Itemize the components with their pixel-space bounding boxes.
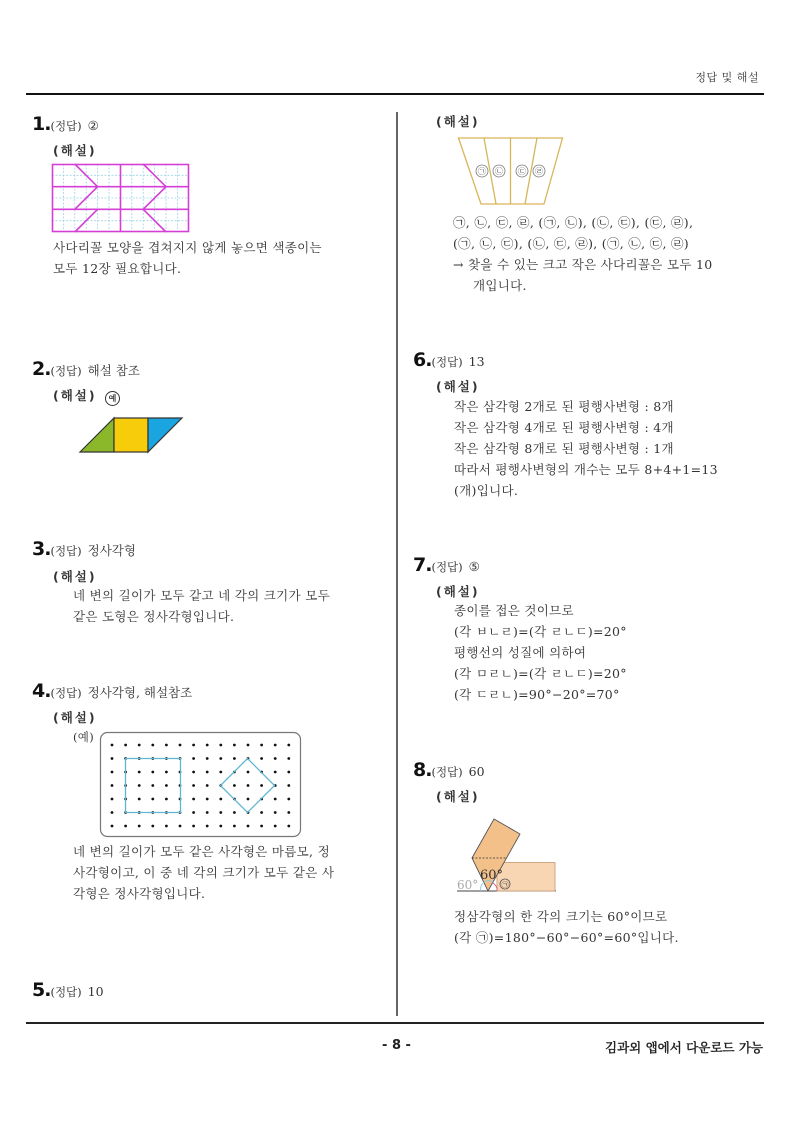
explanation-line: (각 ㅁㄹㄴ)=(각 ㄹㄴㄷ)=20° bbox=[454, 666, 627, 681]
question-7-explanation-label: (해설) bbox=[436, 584, 480, 599]
question-6-explanation-text bbox=[454, 396, 740, 501]
question-number: 1. bbox=[32, 113, 51, 135]
question-number: 3. bbox=[32, 538, 51, 560]
question-3-explanation-label: (해설) bbox=[53, 569, 97, 584]
question-number: 7. bbox=[413, 554, 432, 576]
explanation-line: 각형은 정사각형입니다. bbox=[73, 886, 206, 901]
footer-rule bbox=[26, 1022, 764, 1024]
answer-value: 13 bbox=[468, 354, 485, 369]
question-4-explanation-label: (해설) bbox=[53, 710, 97, 725]
label-giyeok: ㉠ bbox=[478, 167, 486, 176]
answer-tag: (정답) bbox=[50, 686, 82, 700]
question-7-explanation-text bbox=[454, 600, 627, 705]
dot-grid-squares-figure bbox=[100, 732, 301, 838]
label-rieul: ㉣ bbox=[535, 167, 543, 176]
explanation-line: (개)입니다. bbox=[454, 483, 519, 498]
example-mark-icon: 예 bbox=[105, 391, 120, 406]
question-6-answer bbox=[413, 349, 485, 371]
explanation-line: (각 ㅂㄴㄹ)=(각 ㄹㄴㄷ)=20° bbox=[454, 624, 627, 639]
answer-tag: (정답) bbox=[50, 119, 82, 133]
explanation-line: 네 변의 길이가 모두 같은 사각형은 마름모, 정 bbox=[73, 844, 330, 859]
question-3-answer bbox=[32, 538, 136, 560]
answer-tag: (정답) bbox=[431, 355, 463, 369]
question-1-explanation-text bbox=[53, 237, 361, 279]
answer-value: ② bbox=[87, 118, 99, 133]
explanation-line: 작은 삼각형 2개로 된 평행사변형 : 8개 bbox=[454, 399, 674, 414]
trapezoid-tiling-grid-figure bbox=[52, 164, 189, 232]
explanation-line: ㉠, ㉡, ㉢, ㉣, (㉠, ㉡), (㉡, ㉢), (㉢, ㉣), bbox=[453, 215, 694, 230]
question-5-explanation-label: (해설) bbox=[436, 114, 480, 129]
explanation-line: (각 ㉠)=180°−60°−60°=60°입니다. bbox=[454, 930, 679, 945]
answer-tag: (정답) bbox=[50, 364, 82, 378]
question-number: 5. bbox=[32, 979, 51, 1001]
question-5-explanation-text bbox=[453, 212, 771, 296]
answer-tag: (정답) bbox=[50, 544, 82, 558]
example-label: (예) bbox=[73, 730, 94, 744]
label-nieun: ㉡ bbox=[495, 167, 503, 176]
answer-value: 정사각형 bbox=[87, 543, 136, 558]
question-8-answer bbox=[413, 759, 485, 781]
explanation-line: (㉠, ㉡, ㉢), (㉡, ㉢, ㉣), (㉠, ㉡, ㉢, ㉣) bbox=[453, 236, 689, 251]
explanation-line: 따라서 평행사변형의 개수는 모두 8+4+1=13 bbox=[454, 462, 718, 477]
answer-value: 정사각형, 해설참조 bbox=[87, 685, 193, 700]
question-1-answer bbox=[32, 113, 99, 135]
question-number: 2. bbox=[32, 358, 51, 380]
answer-tag: (정답) bbox=[431, 560, 463, 574]
question-6-explanation-label: (해설) bbox=[436, 379, 480, 394]
question-number: 4. bbox=[32, 680, 51, 702]
question-number: 6. bbox=[413, 349, 432, 371]
explanation-line: (각 ㄷㄹㄴ)=90°−20°=70° bbox=[454, 687, 620, 702]
explanation-line: 개입니다. bbox=[473, 278, 527, 293]
page-header-title: 정답 및 해설 bbox=[695, 71, 759, 84]
answer-value: 60 bbox=[468, 764, 485, 779]
explanation-tag: (해설) bbox=[53, 388, 97, 403]
question-2-answer bbox=[32, 358, 140, 380]
question-3-explanation-text bbox=[73, 585, 360, 627]
explanation-line: 네 변의 길이가 모두 같고 네 각의 크기가 모두 bbox=[73, 588, 330, 603]
question-4-explanation-text bbox=[73, 841, 360, 904]
answer-value: 해설 참조 bbox=[87, 363, 140, 378]
explanation-line: 사다리꼴 모양을 겹쳐지지 않게 놓으면 색종이는 bbox=[53, 240, 322, 255]
footer-download-note: 김과외 앱에서 다운로드 가능 bbox=[605, 1040, 763, 1055]
explanation-line: 모두 12장 필요합니다. bbox=[53, 261, 182, 276]
label-digeut: ㉢ bbox=[518, 167, 526, 176]
answer-tag: (정답) bbox=[431, 765, 463, 779]
outer-angle-label: 60° bbox=[457, 878, 479, 892]
column-divider bbox=[396, 112, 398, 1016]
question-7-answer bbox=[413, 554, 480, 576]
trapezoid-divided-figure bbox=[458, 137, 564, 205]
explanation-line: 사각형이고, 이 중 네 각의 크기가 모두 같은 사 bbox=[73, 865, 335, 880]
explanation-line: 작은 삼각형 4개로 된 평행사변형 : 4개 bbox=[454, 420, 674, 435]
explanation-line: 정삼각형의 한 각의 크기는 60°이므로 bbox=[454, 909, 668, 924]
target-angle-label: ㉠ bbox=[501, 881, 509, 889]
question-8-explanation-label: (해설) bbox=[436, 789, 480, 804]
question-5-answer bbox=[32, 979, 104, 1001]
explanation-line: 같은 도형은 정사각형입니다. bbox=[73, 609, 235, 624]
answer-value: 10 bbox=[87, 984, 104, 999]
question-2-explanation-label bbox=[53, 386, 120, 406]
explanation-line: 종이를 접은 것이므로 bbox=[454, 603, 574, 618]
answer-value: ⑤ bbox=[468, 559, 480, 574]
question-4-answer bbox=[32, 680, 192, 702]
folded-strip-angle-figure bbox=[456, 818, 558, 892]
explanation-line: → 찾을 수 있는 크고 작은 사다리꼴은 모두 10 bbox=[453, 257, 713, 272]
answer-tag: (정답) bbox=[50, 985, 82, 999]
parallelogram-pieces-figure bbox=[80, 418, 184, 453]
explanation-line: 평행선의 성질에 의하여 bbox=[454, 645, 587, 660]
question-number: 8. bbox=[413, 759, 432, 781]
question-1-explanation-label: (해설) bbox=[53, 143, 97, 158]
inner-angle-label: 60° bbox=[480, 868, 504, 883]
explanation-line: 작은 삼각형 8개로 된 평행사변형 : 1개 bbox=[454, 441, 674, 456]
header-rule bbox=[26, 93, 764, 95]
page-number: - 8 - bbox=[382, 1038, 411, 1053]
question-8-explanation-text bbox=[454, 906, 679, 948]
